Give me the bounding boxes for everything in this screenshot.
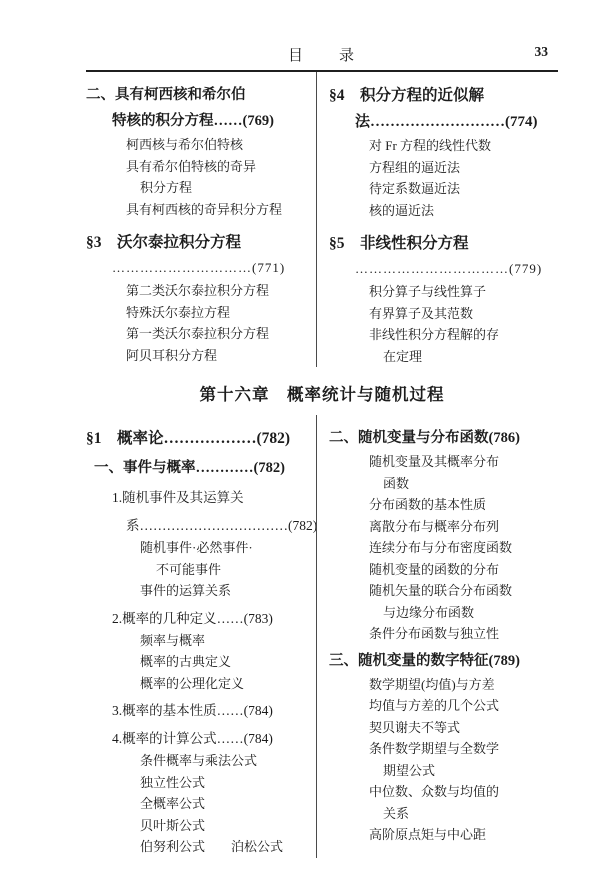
- toc-line: 高阶原点矩与中心距: [369, 827, 487, 842]
- toc-line: 频率与概率: [140, 632, 206, 648]
- toc-line: 函数: [383, 475, 410, 491]
- toc-line: 独立性公式: [140, 774, 206, 790]
- toc-line: 伯努利公式 泊松公式: [140, 839, 284, 854]
- toc-line: §4 积分方程的近似解: [329, 87, 485, 104]
- toc-line: 随机变量的函数的分布: [369, 561, 500, 577]
- toc-line: 核的逼近法: [369, 202, 435, 218]
- toc-line: ……………………………(779): [355, 261, 543, 276]
- toc-line: 贝叶斯公式: [140, 817, 206, 833]
- toc-line: 一、事件与概率…………(782): [94, 460, 285, 476]
- toc-line: 连续分布与分布密度函数: [369, 540, 513, 555]
- toc-line: 数学期望(均值)与方差: [369, 676, 495, 692]
- toc-top-left-column: [86, 72, 316, 367]
- toc-bottom-right-column: [316, 415, 558, 858]
- toc-line: 3.概率的基本性质……(784): [112, 703, 273, 718]
- toc-line: 阿贝耳积分方程: [126, 347, 218, 363]
- toc-line: 随机事件·必然事件·: [140, 540, 253, 555]
- toc-line: 在定理: [383, 348, 423, 364]
- toc-line: 条件数学期望与全数学: [369, 741, 500, 756]
- toc-line: 概率的古典定义: [140, 654, 232, 669]
- toc-line: 积分算子与线性算子: [369, 284, 487, 299]
- toc-line: 条件分布函数与独立性: [369, 626, 500, 641]
- toc-line: 事件的运算关系: [140, 583, 232, 598]
- toc-bottom-left-column: [86, 415, 316, 858]
- toc-line: 与边缘分布函数: [383, 604, 475, 620]
- page-number: 33: [534, 44, 548, 59]
- toc-top-right-column: [316, 72, 558, 367]
- chapter-heading: 第十六章 概率统计与随机过程: [199, 385, 445, 404]
- toc-line: 特殊沃尔泰拉方程: [126, 304, 231, 320]
- toc-line: 有界算子及其范数: [369, 305, 474, 321]
- toc-line: 分布函数的基本性质: [369, 497, 487, 512]
- toc-line: 契贝谢夫不等式: [369, 719, 461, 735]
- toc-line: 特核的积分方程……(769): [112, 113, 274, 129]
- toc-line: 非线性积分方程解的存: [369, 327, 500, 342]
- header-title: 目 录: [287, 48, 356, 64]
- toc-line: 三、随机变量的数字特征(789): [329, 652, 520, 669]
- toc-line: 期望公式: [383, 762, 436, 778]
- toc-line: 全概率公式: [140, 796, 206, 811]
- toc-bottom-section: [86, 415, 558, 858]
- toc-line: 具有柯西核的奇异积分方程: [126, 201, 283, 217]
- toc-line: 4.概率的计算公式……(784): [112, 731, 273, 746]
- toc-line: 积分方程: [140, 180, 193, 195]
- toc-line: §5 非线性积分方程: [329, 235, 469, 252]
- toc-line: 第二类沃尔泰拉积分方程: [126, 283, 270, 298]
- toc-line: 随机矢量的联合分布函数: [369, 583, 513, 598]
- toc-line: 2.概率的几种定义……(783): [112, 610, 273, 626]
- toc-line: 离散分布与概率分布列: [369, 518, 500, 534]
- toc-line: 对 Fr 方程的线性代数: [369, 138, 492, 153]
- page-content: [86, 44, 558, 858]
- toc-line: 不可能事件: [156, 561, 222, 577]
- toc-line: 具有希尔伯特核的奇异: [126, 158, 257, 174]
- toc-line: 系……………………………(782): [126, 518, 318, 533]
- page-header: [86, 44, 558, 68]
- toc-line: 1.随机事件及其运算关: [112, 490, 244, 505]
- toc-line: 随机变量及其概率分布: [369, 454, 500, 469]
- toc-line: 概率的公理化定义: [140, 675, 245, 691]
- toc-line: 柯西核与希尔伯特核: [126, 137, 244, 152]
- toc-line: 中位数、众数与均值的: [369, 784, 500, 799]
- toc-line: 方程组的逼近法: [369, 159, 461, 175]
- toc-line: 关系: [383, 805, 410, 821]
- toc-line: 条件概率与乘法公式: [140, 753, 258, 768]
- toc-line: 均值与方差的几个公式: [369, 698, 500, 713]
- toc-line: 第一类沃尔泰拉积分方程: [126, 326, 270, 341]
- toc-line: 法………………………(774): [355, 114, 538, 130]
- toc-line: §3 沃尔泰拉积分方程: [86, 234, 242, 251]
- toc-line: …………………………(771): [112, 260, 286, 275]
- toc-line: §1 概率论………………(782): [86, 430, 291, 447]
- toc-top-section: [86, 72, 558, 367]
- toc-line: 待定系数逼近法: [369, 181, 461, 196]
- toc-line: 二、具有柯西核和希尔伯: [86, 87, 246, 103]
- toc-line: 二、随机变量与分布函数(786): [329, 430, 520, 446]
